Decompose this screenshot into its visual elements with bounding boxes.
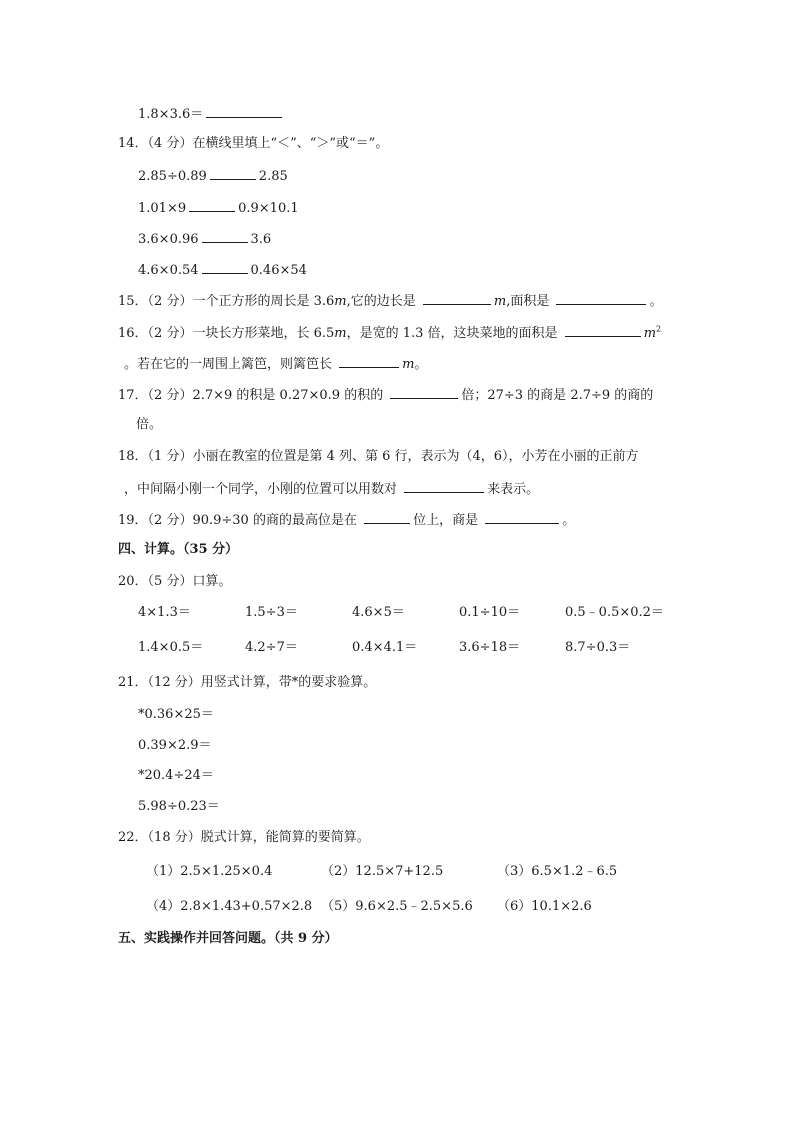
q16-text: ，是宽的 1.3 倍，这块菜地的面积是 bbox=[346, 326, 558, 341]
q20-row-2 bbox=[0, 639, 794, 657]
q13-tail-line bbox=[138, 104, 285, 124]
q22-heading: 22．（18 分）脱式计算，能简算的要简算。 bbox=[118, 830, 370, 845]
q17-text: 倍；27÷3 的商是 2.7÷9 的商的 bbox=[461, 388, 654, 403]
mental-math-item: 4.2÷7＝ bbox=[245, 640, 298, 655]
q19-line bbox=[118, 510, 575, 530]
mental-math-item: 3.6÷18＝ bbox=[459, 640, 521, 655]
q14-heading: 14．（4 分）在横线里填上“＜”、“＞”或“＝”。 bbox=[118, 136, 389, 151]
q17-line-1 bbox=[118, 385, 653, 405]
unit-m: m bbox=[402, 357, 415, 372]
q14-item-3-left: 3.6×0.96 bbox=[138, 232, 199, 247]
q14-item-4 bbox=[138, 260, 307, 280]
calc-item: （2）12.5×7+12.5 bbox=[321, 864, 444, 879]
q13-expr: 1.8×3.6＝ bbox=[138, 107, 204, 122]
answer-blank[interactable] bbox=[485, 510, 559, 524]
unit-m: m bbox=[493, 294, 507, 309]
mental-math-item: 1.4×0.5＝ bbox=[138, 640, 204, 655]
section-5-title: 五、实践操作并回答问题。（共 9 分） bbox=[118, 931, 338, 946]
answer-blank[interactable] bbox=[202, 229, 248, 243]
q18-line-1: 18．（1 分）小丽在教室的位置是第 4 列、第 6 行，表示为（4，6），小芳在小丽的正前方 bbox=[118, 449, 639, 464]
q14-item-3 bbox=[138, 229, 271, 249]
q16-text: 16．（2 分）一块长方形菜地，长 6.5 bbox=[118, 326, 335, 341]
q21-item-1: *0.36×25＝ bbox=[138, 707, 214, 722]
q21-item-4: 5.98÷0.23＝ bbox=[138, 799, 220, 814]
answer-blank[interactable] bbox=[206, 104, 282, 118]
superscript-2: 2 bbox=[656, 324, 662, 334]
answer-blank[interactable] bbox=[404, 479, 484, 493]
q16-text: 。 bbox=[414, 357, 428, 372]
q14-item-1-left: 2.85÷0.89 bbox=[138, 169, 207, 184]
answer-blank[interactable] bbox=[189, 198, 235, 212]
mental-math-item: 0.4×4.1＝ bbox=[352, 640, 418, 655]
answer-blank[interactable] bbox=[202, 260, 248, 274]
q20-row-1 bbox=[0, 604, 794, 622]
q19-text: 位上，商是 bbox=[413, 513, 479, 528]
q21-item-2: 0.39×2.9＝ bbox=[138, 738, 212, 753]
q16-text: 。若在它的一周围上篱笆，则篱笆长 bbox=[124, 357, 333, 372]
answer-blank[interactable] bbox=[565, 323, 641, 337]
q15-text: 。 bbox=[649, 294, 663, 309]
q19-text: 。 bbox=[562, 513, 576, 528]
q17-line-2: 倍。 bbox=[136, 417, 163, 432]
answer-blank[interactable] bbox=[556, 291, 646, 305]
calc-item: （4）2.8×1.43+0.57×2.8 bbox=[146, 899, 313, 914]
q18-line-2 bbox=[124, 479, 539, 499]
calc-item: （3）6.5×1.2﹣6.5 bbox=[497, 864, 618, 879]
q15-line bbox=[118, 291, 663, 311]
answer-blank[interactable] bbox=[390, 385, 458, 399]
mental-math-item: 0.1÷10＝ bbox=[459, 605, 521, 620]
answer-blank[interactable] bbox=[210, 166, 256, 180]
calc-item: （5）9.6×2.5﹣2.5×5.6 bbox=[321, 899, 473, 914]
q14-item-4-left: 4.6×0.54 bbox=[138, 263, 199, 278]
q18-text: 来表示。 bbox=[487, 482, 540, 497]
q14-item-4-right: 0.46×54 bbox=[250, 263, 307, 278]
q15-text: ,面积是 bbox=[506, 294, 550, 309]
mental-math-item: 1.5÷3＝ bbox=[245, 605, 298, 620]
calc-item: （1）2.5×1.25×0.4 bbox=[146, 864, 273, 879]
q14-item-2 bbox=[138, 198, 299, 218]
q22-row-2 bbox=[0, 898, 794, 916]
unit-m-squared: m bbox=[643, 326, 657, 341]
unit-m: m bbox=[334, 294, 347, 309]
q14-item-1-right: 2.85 bbox=[258, 169, 288, 184]
mental-math-item: 0.5﹣0.5×0.2＝ bbox=[565, 605, 664, 620]
answer-blank[interactable] bbox=[423, 291, 491, 305]
mental-math-item: 4×1.3＝ bbox=[138, 605, 191, 620]
q16-line-2 bbox=[124, 354, 428, 374]
q15-text: ,它的边长是 bbox=[346, 294, 416, 309]
q15-text: 15．（2 分）一个正方形的周长是 3.6 bbox=[118, 294, 335, 309]
q20-heading: 20．（5 分）口算。 bbox=[118, 574, 232, 589]
mental-math-item: 4.6×5＝ bbox=[352, 605, 405, 620]
q14-item-2-right: 0.9×10.1 bbox=[238, 201, 299, 216]
q18-text: ，中间隔小刚一个同学，小刚的位置可以用数对 bbox=[124, 482, 398, 497]
calc-item: （6）10.1×2.6 bbox=[497, 899, 592, 914]
q14-item-3-right: 3.6 bbox=[250, 232, 272, 247]
q22-row-1 bbox=[0, 863, 794, 881]
q16-line-1 bbox=[118, 323, 661, 343]
unit-m: m bbox=[334, 326, 347, 341]
q17-text: 17．（2 分）2.7×9 的积是 0.27×0.9 的积的 bbox=[118, 388, 384, 403]
q21-item-3: *20.4÷24＝ bbox=[138, 768, 214, 783]
q21-heading: 21．（12 分）用竖式计算，带*的要求验算。 bbox=[118, 675, 377, 690]
answer-blank[interactable] bbox=[339, 354, 399, 368]
section-4-title: 四、计算。（35 分） bbox=[118, 542, 239, 557]
mental-math-item: 8.7÷0.3＝ bbox=[565, 640, 631, 655]
q19-text: 19．（2 分）90.9÷30 的商的最高位是在 bbox=[118, 513, 357, 528]
answer-blank[interactable] bbox=[364, 510, 410, 524]
q14-item-2-left: 1.01×9 bbox=[138, 201, 187, 216]
q14-item-1 bbox=[138, 166, 288, 186]
